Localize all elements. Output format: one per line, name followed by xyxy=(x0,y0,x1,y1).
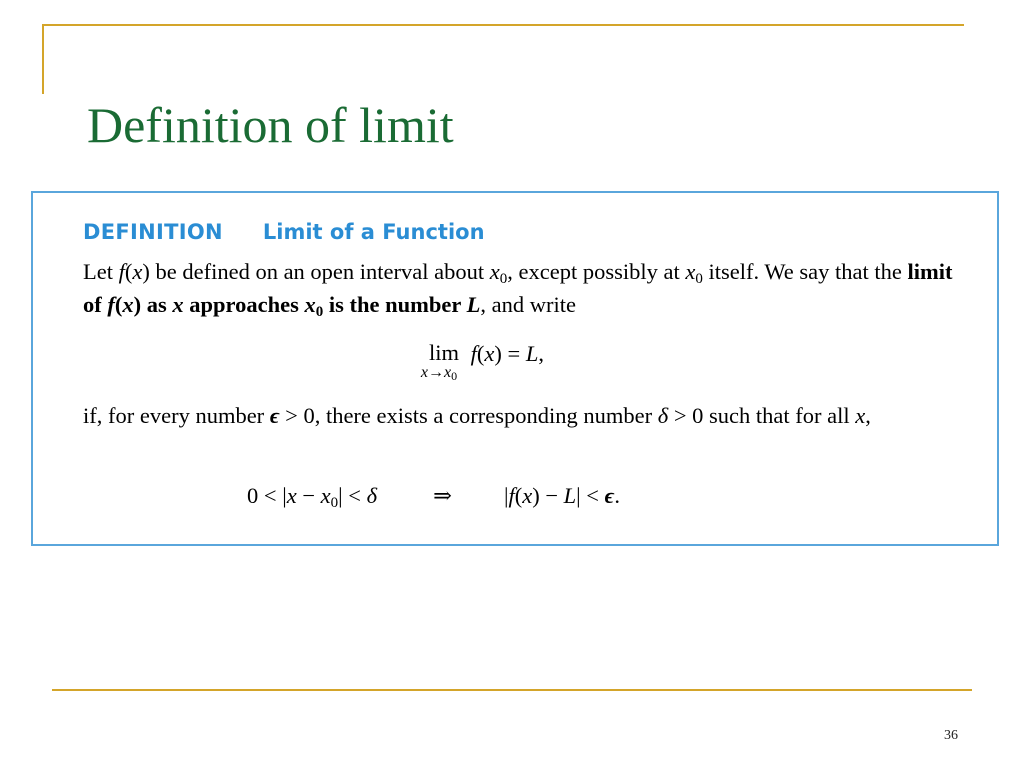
definition-box xyxy=(31,191,999,546)
slide-title: Definition of limit xyxy=(87,97,454,153)
definition-paragraph-2: if, for every number ϵ > 0, there exists a corresponding number δ > 0 such that for all x, xyxy=(83,403,871,428)
limit-phrase: limit of f(x) as x approaches $x_0$ is the number L xyxy=(83,259,953,320)
lim-operator: lim $x\to x_0$ xyxy=(420,340,460,383)
page-number: 36 xyxy=(944,728,958,743)
definition-heading xyxy=(83,220,485,244)
definition-keyword: DEFINITION xyxy=(83,220,223,244)
bottom-decor-rule xyxy=(52,689,972,691)
definition-paragraph-1: Let f(x) be defined on an open interval about $x_0$, except possibly at $x_0$ itself. We say that the limit of f(x) as x approaches $x_0$ is the number L, and write xyxy=(83,259,953,320)
definition-name: Limit of a Function xyxy=(262,220,485,244)
epsilon-delta-condition: $0 < |x - x_0| < \delta$ ⇒ |f(x) − L| < ϵ. xyxy=(247,483,620,511)
limit-equation: lim $x\to x_0$ f(x) = L, xyxy=(420,340,544,383)
implies-symbol: ⇒ xyxy=(433,483,452,508)
left-decor-rule xyxy=(42,24,44,94)
top-decor-rule xyxy=(42,24,964,26)
lim-subscript: $x\to x_0$ xyxy=(420,364,458,383)
